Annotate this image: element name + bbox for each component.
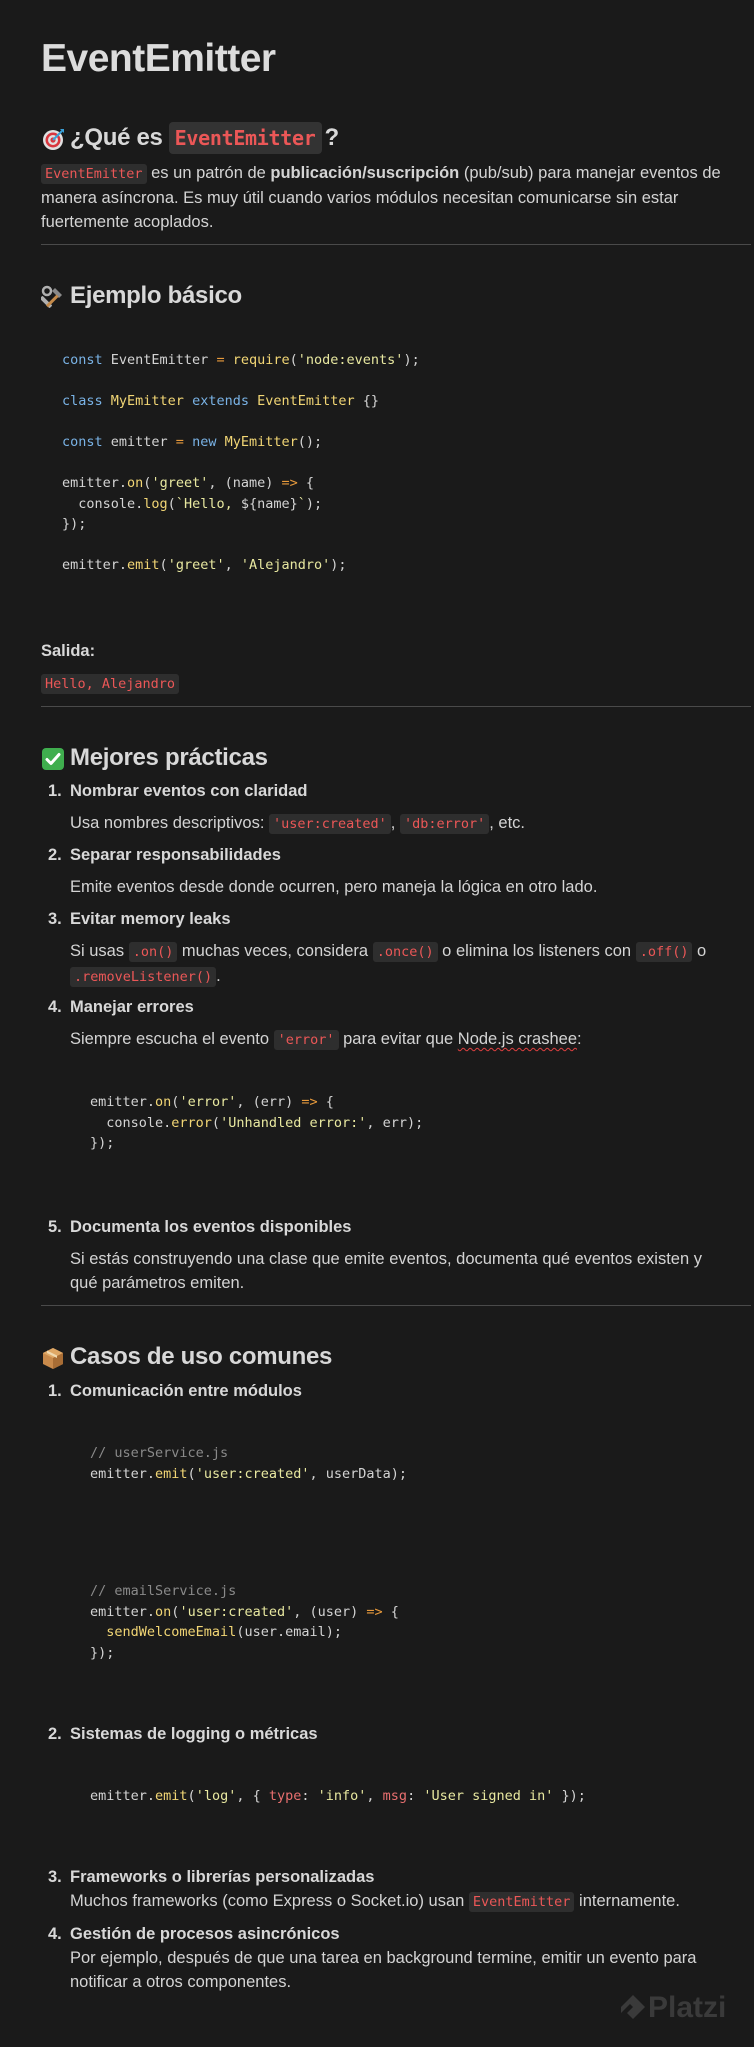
list-item-title: Comunicación entre módulos xyxy=(70,1382,302,1400)
list-number: 1. xyxy=(48,1382,62,1400)
section-heading-best-practices: Mejores prácticas xyxy=(41,740,268,776)
list-item-title: Separar responsabilidades xyxy=(70,846,281,864)
check-mark-icon xyxy=(41,746,65,770)
code-block-logging: emitter.emit('log', { type: 'info', msg: 'User signed in' }); xyxy=(90,1788,586,1804)
package-icon xyxy=(41,1345,65,1369)
list-number: 5. xyxy=(48,1218,62,1236)
inline-code: EventEmitter xyxy=(41,164,147,184)
list-item-title: Frameworks o librerías personalizadas xyxy=(70,1868,375,1886)
output-value: Hello, Alejandro xyxy=(41,674,179,694)
inline-code: 'error' xyxy=(274,1030,339,1050)
platzi-watermark-logo: Platzi xyxy=(620,1985,726,2030)
list-number: 1. xyxy=(48,782,62,800)
section-heading-use-cases: Casos de uso comunes xyxy=(41,1339,332,1375)
divider xyxy=(41,706,751,707)
code-block-error-handler: emitter.on('error', (err) => { console.error('Unhandled error:', err); }); xyxy=(90,1094,424,1151)
list-item-text: Usa nombres descriptivos: 'user:created' , 'db:error' , etc. xyxy=(70,814,526,832)
code-block-basic-example: const EventEmitter = require('node:events'); class MyEmitter extends EventEmitter {} const emitter = new MyEmitter(); emitter.on('greet', (name) => { console.log(`Hello, ${name}`); }); emitter.emit('greet', 'Alejandro'); xyxy=(62,352,420,573)
list-item-title: Manejar errores xyxy=(70,998,194,1016)
list-number: 2. xyxy=(48,846,62,864)
list-item-title: Nombrar eventos con claridad xyxy=(70,782,308,800)
output-value-line xyxy=(41,671,179,696)
list-item-text: Siempre escucha el evento 'error' para evitar que Node.js crashee: xyxy=(70,1030,582,1048)
list-item-title: Gestión de procesos asincrónicos xyxy=(70,1925,340,1943)
inline-code: EventEmitter xyxy=(469,1892,575,1912)
list-item-text: Si estás construyendo una clase que emite eventos, documenta qué eventos existen y qué parámetros emiten. xyxy=(70,1250,702,1292)
output-label: Salida: xyxy=(41,642,96,660)
inline-code: 'db:error' xyxy=(400,814,489,834)
inline-code: 'user:created' xyxy=(269,814,391,834)
list-item-title: Sistemas de logging o métricas xyxy=(70,1725,318,1743)
section-heading-basic-example: Ejemplo básico xyxy=(41,278,242,314)
list-number: 3. xyxy=(48,910,62,928)
list-number: 4. xyxy=(48,998,62,1016)
list-item-title: Evitar memory leaks xyxy=(70,910,231,928)
list-number: 2. xyxy=(48,1725,62,1743)
code-block-email-service: // emailService.js emitter.on('user:created', (user) => { sendWelcomeEmail(user.email); }); xyxy=(90,1583,399,1661)
target-icon xyxy=(41,126,65,150)
page-title: EventEmitter xyxy=(41,37,276,80)
code-block-user-service: // userService.js emitter.emit('user:created', userData); xyxy=(90,1445,408,1482)
list-number: 3. xyxy=(48,1868,62,1886)
list-number: 4. xyxy=(48,1925,62,1943)
tools-icon xyxy=(41,284,65,308)
list-item-text: Muchos frameworks (como Express o Socket.io) usan EventEmitter internamente. xyxy=(70,1892,680,1910)
divider xyxy=(41,244,751,245)
list-item-text: Emite eventos desde donde ocurren, pero maneja la lógica en otro lado. xyxy=(70,878,598,896)
intro-paragraph: EventEmitter es un patrón de publicación/suscripción (pub/sub) para manejar eventos de manera asíncrona. Es muy útil cuando varios módulos necesitan comunicarse sin estar fuertemente acoplados. xyxy=(41,164,721,231)
list-item-title: Documenta los eventos disponibles xyxy=(70,1218,352,1236)
divider xyxy=(41,1305,751,1306)
inline-code: .removeListener() xyxy=(70,967,216,987)
list-item-text: Si usas .on() muchas veces, considera .once() o elimina los listeners con .off() o .removeListener() . xyxy=(70,942,707,985)
list-item-text: Por ejemplo, después de que una tarea en background termine, emitir un evento para notificar a otros componentes. xyxy=(70,1949,697,1991)
inline-code: .off() xyxy=(636,942,693,962)
section-heading-what-is: ¿Qué es EventEmitter ? xyxy=(41,120,339,156)
inline-code: .on() xyxy=(129,942,178,962)
heading-code: EventEmitter xyxy=(169,122,322,154)
spellcheck-underlined-text: Node.js crashee xyxy=(457,1030,578,1048)
inline-code: .once() xyxy=(373,942,438,962)
